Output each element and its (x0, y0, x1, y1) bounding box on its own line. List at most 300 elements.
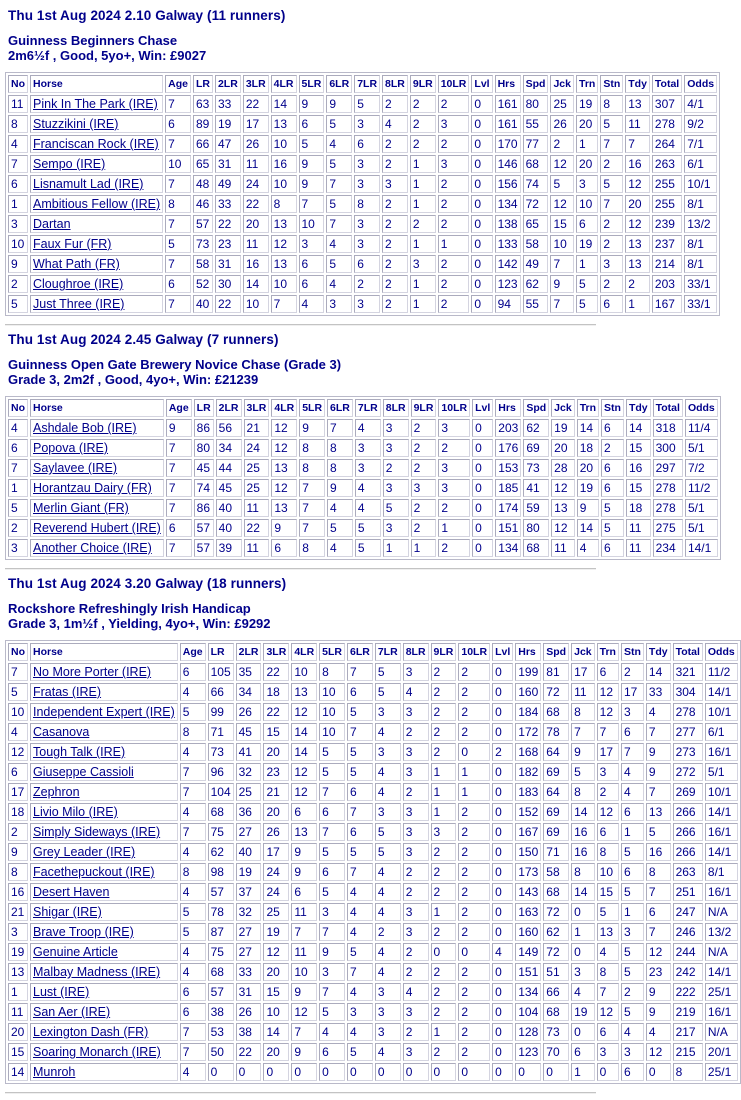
column-header-7lr: 7LR (354, 75, 380, 93)
stat-cell-hrs: 160 (515, 923, 541, 941)
horse-link[interactable]: Reverend Hubert (IRE) (33, 521, 161, 535)
stat-cell-spd: 70 (543, 1043, 569, 1061)
horse-link[interactable]: Tough Talk (IRE) (33, 745, 126, 759)
stat-cell-lr: 86 (194, 499, 214, 517)
horse-cell (30, 439, 164, 457)
horse-link[interactable]: Soaring Monarch (IRE) (33, 1045, 161, 1059)
stat-cell-8lr: 3 (383, 419, 409, 437)
stat-cell-odds: 11/2 (705, 663, 738, 681)
runner-row (8, 963, 738, 981)
stat-cell-lvl: 0 (492, 663, 513, 681)
stat-cell-lr: 105 (208, 663, 234, 681)
horse-link[interactable]: Desert Haven (33, 885, 110, 899)
stat-cell-age: 10 (165, 155, 191, 173)
stat-cell-5lr: 3 (319, 963, 345, 981)
column-header-lr: LR (194, 399, 214, 417)
stat-cell-tdy: 12 (625, 215, 650, 233)
stat-cell-2lr: 26 (236, 1003, 262, 1021)
column-header-age: Age (180, 643, 206, 661)
stat-cell-lvl: 0 (471, 295, 492, 313)
race-name: Guinness Open Gate Brewery Novice Chase (Grade 3) (8, 357, 342, 372)
stat-cell-tdy: 7 (646, 723, 671, 741)
stat-cell-jck: 9 (571, 743, 595, 761)
stat-cell-lvl: 0 (471, 155, 492, 173)
column-header-8lr: 8LR (382, 75, 408, 93)
stat-cell-6lr: 4 (326, 275, 352, 293)
stat-cell-4lr: 8 (271, 195, 297, 213)
stat-cell-10lr: 2 (438, 175, 470, 193)
stat-cell-2lr: 56 (216, 419, 242, 437)
runner-number: 7 (8, 663, 28, 681)
horse-link[interactable]: Fratas (IRE) (33, 685, 102, 699)
stat-cell-total: 278 (652, 115, 682, 133)
runner-number: 16 (8, 883, 28, 901)
horse-link[interactable]: Merlin Giant (FR) (33, 501, 129, 515)
stat-cell-7lr: 4 (375, 943, 401, 961)
stat-cell-stn: 6 (601, 419, 624, 437)
stat-cell-2lr: 40 (216, 499, 242, 517)
stat-cell-hrs: 168 (515, 743, 541, 761)
stat-cell-trn: 4 (577, 539, 599, 557)
stat-cell-hrs: 134 (495, 539, 521, 557)
stat-cell-8lr: 3 (403, 1003, 429, 1021)
table-body (8, 95, 717, 313)
stat-cell-5lr: 5 (319, 763, 345, 781)
column-header-tdy: Tdy (646, 643, 671, 661)
stat-cell-7lr: 4 (355, 499, 381, 517)
stat-cell-jck: 10 (550, 235, 574, 253)
stat-cell-age: 5 (180, 903, 206, 921)
stat-cell-hrs: 170 (495, 135, 521, 153)
stat-cell-10lr: 2 (458, 823, 490, 841)
column-header-horse: Horse (30, 643, 178, 661)
runner-row (8, 195, 717, 213)
stat-cell-stn: 5 (621, 883, 644, 901)
stat-cell-trn: 10 (576, 195, 598, 213)
stat-cell-lvl: 0 (471, 175, 492, 193)
stat-cell-total: 277 (673, 723, 703, 741)
stat-cell-6lr: 4 (347, 1023, 373, 1041)
stat-cell-spd: 51 (543, 963, 569, 981)
stat-cell-jck: 12 (551, 519, 575, 537)
stat-cell-4lr: 9 (291, 1043, 317, 1061)
stat-cell-odds: 5/1 (705, 763, 738, 781)
stat-cell-total: 304 (673, 683, 703, 701)
horse-cell (30, 1003, 178, 1021)
column-header-10lr: 10LR (438, 75, 470, 93)
runner-number: 2 (8, 275, 28, 293)
stat-cell-lvl: 0 (471, 195, 492, 213)
horse-cell (30, 539, 164, 557)
horse-cell (30, 883, 178, 901)
horse-cell (30, 255, 163, 273)
horse-cell (30, 723, 178, 741)
runner-row (8, 903, 738, 921)
stat-cell-6lr: 9 (327, 479, 353, 497)
horse-link[interactable]: Cloughroe (IRE) (33, 277, 124, 291)
runner-row (8, 519, 718, 537)
stat-cell-age: 9 (166, 419, 192, 437)
column-header-5lr: 5LR (299, 399, 325, 417)
stat-cell-trn: 8 (597, 963, 619, 981)
stat-cell-9lr: 2 (411, 439, 437, 457)
horse-link[interactable]: Faux Fur (FR) (33, 237, 112, 251)
horse-link[interactable]: Shigar (IRE) (33, 905, 102, 919)
horse-link[interactable]: Saylavee (IRE) (33, 461, 118, 475)
stat-cell-spd: 72 (543, 903, 569, 921)
horse-link[interactable]: Horantzau Dairy (FR) (33, 481, 152, 495)
horse-link[interactable]: Just Three (IRE) (33, 297, 125, 311)
stat-cell-9lr: 1 (431, 1023, 457, 1041)
stat-cell-4lr: 14 (271, 95, 297, 113)
stat-cell-trn: 5 (576, 275, 598, 293)
stat-cell-spd: 64 (543, 743, 569, 761)
column-header-odds: Odds (705, 643, 738, 661)
stat-cell-8lr: 2 (382, 235, 408, 253)
stat-cell-6lr: 7 (326, 175, 352, 193)
column-header-lvl: Lvl (472, 399, 493, 417)
stat-cell-odds: 14/1 (705, 843, 738, 861)
stat-cell-total: 273 (673, 743, 703, 761)
stat-cell-age: 7 (165, 175, 191, 193)
stat-cell-9lr: 2 (431, 663, 457, 681)
stat-cell-total: 222 (673, 983, 703, 1001)
horse-cell (30, 115, 163, 133)
column-header-hrs: Hrs (495, 399, 521, 417)
stat-cell-8lr: 3 (403, 903, 429, 921)
stat-cell-lr: 104 (208, 783, 234, 801)
runner-row (8, 235, 717, 253)
stat-cell-hrs: 134 (495, 195, 521, 213)
runner-row (8, 823, 738, 841)
horse-link[interactable]: Sempo (IRE) (33, 157, 106, 171)
stat-cell-lr: 89 (193, 115, 213, 133)
stat-cell-4lr: 13 (271, 459, 297, 477)
stat-cell-stn: 4 (621, 783, 644, 801)
horse-link[interactable]: Stuzzikini (IRE) (33, 117, 119, 131)
stat-cell-trn: 6 (597, 1023, 619, 1041)
stat-cell-2lr: 19 (236, 863, 262, 881)
stat-cell-4lr: 12 (271, 439, 297, 457)
stat-cell-7lr: 5 (375, 663, 401, 681)
stat-cell-8lr: 2 (382, 155, 408, 173)
stat-cell-jck: 0 (571, 903, 595, 921)
stat-cell-lr: 68 (208, 963, 234, 981)
stat-cell-tdy: 13 (625, 255, 650, 273)
stat-cell-2lr: 31 (215, 155, 241, 173)
stat-cell-5lr: 8 (319, 663, 345, 681)
stat-cell-lr: 57 (208, 883, 234, 901)
stat-cell-spd: 72 (543, 943, 569, 961)
stat-cell-lr: 50 (208, 1043, 234, 1061)
horse-link[interactable]: Brave Troop (IRE) (33, 925, 134, 939)
runner-row (8, 763, 738, 781)
stat-cell-7lr: 3 (354, 175, 380, 193)
horse-link[interactable]: Lisnamult Lad (IRE) (33, 177, 144, 191)
runner-number: 7 (8, 459, 28, 477)
stat-cell-trn: 14 (577, 519, 599, 537)
stat-cell-tdy: 11 (626, 539, 651, 557)
stat-cell-trn: 2 (597, 783, 619, 801)
stat-cell-9lr: 1 (410, 155, 436, 173)
stat-cell-7lr: 3 (375, 1003, 401, 1021)
race-subtitle-block (8, 33, 596, 63)
stat-cell-4lr: 12 (291, 763, 317, 781)
stat-cell-tdy: 16 (625, 155, 650, 173)
stat-cell-total: 255 (652, 175, 682, 193)
stat-cell-spd: 72 (523, 195, 549, 213)
stat-cell-odds: 13/2 (705, 923, 738, 941)
stat-cell-5lr: 7 (319, 923, 345, 941)
horse-link[interactable]: Livio Milo (IRE) (33, 805, 118, 819)
horse-link[interactable]: Malbay Madness (IRE) (33, 965, 161, 979)
horse-link[interactable]: What Path (FR) (33, 257, 120, 271)
stat-cell-spd: 73 (543, 1023, 569, 1041)
stat-cell-stn: 6 (601, 539, 624, 557)
stat-cell-5lr: 6 (299, 255, 325, 273)
race-conditions: Grade 3, 1m½f , Yielding, 4yo+, Win: £9292 (8, 616, 271, 631)
runner-row (8, 1063, 738, 1081)
horse-cell (30, 803, 178, 821)
stat-cell-age: 7 (165, 215, 191, 233)
stat-cell-8lr: 2 (403, 883, 429, 901)
stat-cell-lvl: 0 (472, 499, 493, 517)
stat-cell-8lr: 1 (383, 539, 409, 557)
runner-number: 4 (8, 135, 28, 153)
stat-cell-3lr: 14 (243, 275, 269, 293)
stat-cell-9lr: 1 (431, 803, 457, 821)
runner-row (8, 419, 718, 437)
stat-cell-lr: 68 (208, 803, 234, 821)
runner-row (8, 155, 717, 173)
horse-link[interactable]: Munroh (33, 1065, 76, 1079)
stat-cell-lvl: 4 (492, 943, 513, 961)
stat-cell-8lr: 3 (403, 823, 429, 841)
stat-cell-trn: 6 (576, 215, 598, 233)
column-header-odds: Odds (685, 399, 718, 417)
stat-cell-jck: 20 (551, 439, 575, 457)
stat-cell-odds: N/A (705, 903, 738, 921)
runner-row (8, 215, 717, 233)
stat-cell-9lr: 3 (411, 479, 437, 497)
stat-cell-hrs: 203 (495, 419, 521, 437)
horse-link[interactable]: Lust (IRE) (33, 985, 90, 999)
column-header-2lr: 2LR (215, 75, 241, 93)
stat-cell-5lr: 10 (319, 703, 345, 721)
horse-cell (30, 1043, 178, 1061)
runner-row (8, 135, 717, 153)
horse-link[interactable]: Giuseppe Cassioli (33, 765, 134, 779)
horse-link[interactable]: Popova (IRE) (33, 441, 109, 455)
stat-cell-age: 4 (180, 803, 206, 821)
horse-cell (30, 215, 163, 233)
stat-cell-3lr: 20 (243, 215, 269, 233)
stat-cell-3lr: 25 (244, 459, 270, 477)
stat-cell-lr: 75 (208, 943, 234, 961)
column-header-total: Total (652, 75, 682, 93)
stat-cell-3lr: 25 (263, 903, 289, 921)
stat-cell-total: 251 (673, 883, 703, 901)
horse-link[interactable]: Dartan (33, 217, 71, 231)
horse-link[interactable]: Independent Expert (IRE) (33, 705, 175, 719)
stat-cell-age: 8 (180, 863, 206, 881)
stat-cell-5lr: 7 (319, 823, 345, 841)
stat-cell-lvl: 0 (471, 95, 492, 113)
stat-cell-9lr: 1 (410, 275, 436, 293)
stat-cell-8lr: 2 (403, 783, 429, 801)
column-header-3lr: 3LR (244, 399, 270, 417)
stat-cell-8lr: 3 (383, 439, 409, 457)
stat-cell-spd: 65 (523, 215, 549, 233)
runner-row (8, 683, 738, 701)
stat-cell-9lr: 1 (410, 295, 436, 313)
column-header-9lr: 9LR (431, 643, 457, 661)
horse-link[interactable]: No More Porter (IRE) (33, 665, 152, 679)
stat-cell-odds: 16/1 (705, 883, 738, 901)
stat-cell-5lr: 5 (319, 883, 345, 901)
stat-cell-trn: 20 (577, 459, 599, 477)
stat-cell-total: 321 (673, 663, 703, 681)
stat-cell-6lr: 8 (327, 439, 353, 457)
stat-cell-age: 7 (166, 479, 192, 497)
stat-cell-6lr: 3 (347, 1003, 373, 1021)
horse-cell (30, 823, 178, 841)
stat-cell-6lr: 5 (347, 743, 373, 761)
runner-row (8, 175, 717, 193)
horse-link[interactable]: Lexington Dash (FR) (33, 1025, 149, 1039)
stat-cell-2lr: 31 (236, 983, 262, 1001)
stat-cell-age: 6 (165, 275, 191, 293)
horse-link[interactable]: Simply Sideways (IRE) (33, 825, 161, 839)
horse-link[interactable]: Ashdale Bob (IRE) (33, 421, 137, 435)
stat-cell-jck: 25 (550, 95, 574, 113)
stat-cell-odds: N/A (705, 943, 738, 961)
stat-cell-5lr: 10 (299, 215, 325, 233)
column-header-2lr: 2LR (216, 399, 242, 417)
stat-cell-stn: 2 (621, 983, 644, 1001)
stat-cell-4lr: 13 (291, 683, 317, 701)
runner-row (8, 479, 718, 497)
stat-cell-10lr: 2 (458, 963, 490, 981)
stat-cell-trn: 19 (576, 235, 598, 253)
runner-row (8, 95, 717, 113)
horse-link[interactable]: Ambitious Fellow (IRE) (33, 197, 161, 211)
stat-cell-odds: 10/1 (684, 175, 717, 193)
stat-cell-trn: 10 (597, 863, 619, 881)
stat-cell-2lr: 41 (236, 743, 262, 761)
stat-cell-6lr: 4 (347, 923, 373, 941)
horse-cell (30, 1023, 178, 1041)
horse-link[interactable]: Zephron (33, 785, 80, 799)
stat-cell-4lr: 12 (291, 783, 317, 801)
stat-cell-6lr: 5 (327, 519, 353, 537)
stat-cell-stn: 5 (621, 963, 644, 981)
stat-cell-2lr: 38 (236, 1023, 262, 1041)
stat-cell-trn: 12 (597, 703, 619, 721)
stat-cell-trn: 0 (597, 1063, 619, 1081)
horse-link[interactable]: Genuine Article (33, 945, 118, 959)
stat-cell-8lr: 4 (403, 683, 429, 701)
stat-cell-4lr: 6 (291, 803, 317, 821)
stat-cell-lr: 66 (208, 683, 234, 701)
column-header-hrs: Hrs (515, 643, 541, 661)
stat-cell-spd: 68 (543, 1003, 569, 1021)
stat-cell-lvl: 0 (471, 115, 492, 133)
stat-cell-2lr: 27 (236, 943, 262, 961)
stat-cell-8lr: 3 (403, 703, 429, 721)
horse-cell (30, 479, 164, 497)
stat-cell-total: 278 (653, 479, 683, 497)
stat-cell-10lr: 1 (438, 235, 470, 253)
stat-cell-2lr: 27 (236, 923, 262, 941)
stat-cell-trn: 3 (576, 175, 598, 193)
column-header-spd: Spd (523, 399, 549, 417)
runner-row (8, 983, 738, 1001)
stat-cell-spd: 80 (523, 519, 549, 537)
stat-cell-lvl: 0 (492, 823, 513, 841)
stat-cell-odds: 8/1 (705, 863, 738, 881)
horse-link[interactable]: Grey Leader (IRE) (33, 845, 136, 859)
stat-cell-trn: 15 (597, 883, 619, 901)
runner-number: 7 (8, 155, 28, 173)
stat-cell-2lr: 31 (215, 255, 241, 273)
stat-cell-jck: 0 (571, 943, 595, 961)
horse-link[interactable]: San Aer (IRE) (33, 1005, 111, 1019)
stat-cell-4lr: 11 (291, 943, 317, 961)
stat-cell-jck: 11 (551, 539, 575, 557)
runner-number: 5 (8, 295, 28, 313)
stat-cell-total: 242 (673, 963, 703, 981)
horse-link[interactable]: Another Choice (IRE) (33, 541, 152, 555)
column-header-horse: Horse (30, 399, 164, 417)
stat-cell-lvl: 0 (492, 683, 513, 701)
horse-link[interactable]: Pink In The Park (IRE) (33, 97, 158, 111)
horse-cell (30, 155, 163, 173)
race-title: Thu 1st Aug 2024 2.10 Galway (11 runners) (8, 8, 286, 23)
stat-cell-jck: 7 (550, 295, 574, 313)
runner-row (8, 539, 718, 557)
stat-cell-tdy: 0 (646, 1063, 671, 1081)
stat-cell-lr: 48 (193, 175, 213, 193)
stat-cell-odds: 7/1 (684, 135, 717, 153)
stat-cell-10lr: 3 (438, 155, 470, 173)
stat-cell-hrs: 160 (515, 683, 541, 701)
stat-cell-trn: 17 (597, 743, 619, 761)
stat-cell-7lr: 3 (375, 1023, 401, 1041)
horse-link[interactable]: Casanova (33, 725, 90, 739)
stat-cell-hrs: 185 (495, 479, 521, 497)
stat-cell-hrs: 146 (495, 155, 521, 173)
column-header-hrs: Hrs (495, 75, 521, 93)
stat-cell-spd: 78 (543, 723, 569, 741)
stat-cell-2lr: 23 (215, 235, 241, 253)
column-header-trn: Trn (577, 399, 599, 417)
runner-number: 10 (8, 235, 28, 253)
column-header-10lr: 10LR (458, 643, 490, 661)
horse-cell (30, 663, 178, 681)
stat-cell-tdy: 9 (646, 1003, 671, 1021)
stat-cell-total: 247 (673, 903, 703, 921)
stat-cell-total: 203 (652, 275, 682, 293)
stat-cell-3lr: 17 (263, 843, 289, 861)
stat-cell-age: 7 (165, 255, 191, 273)
stat-cell-2lr: 33 (215, 195, 241, 213)
horse-link[interactable]: Franciscan Rock (IRE) (33, 137, 159, 151)
stat-cell-6lr: 4 (347, 983, 373, 1001)
horse-link[interactable]: Facethepuckout (IRE) (33, 865, 155, 879)
stat-cell-age: 7 (165, 135, 191, 153)
column-header-6lr: 6LR (326, 75, 352, 93)
